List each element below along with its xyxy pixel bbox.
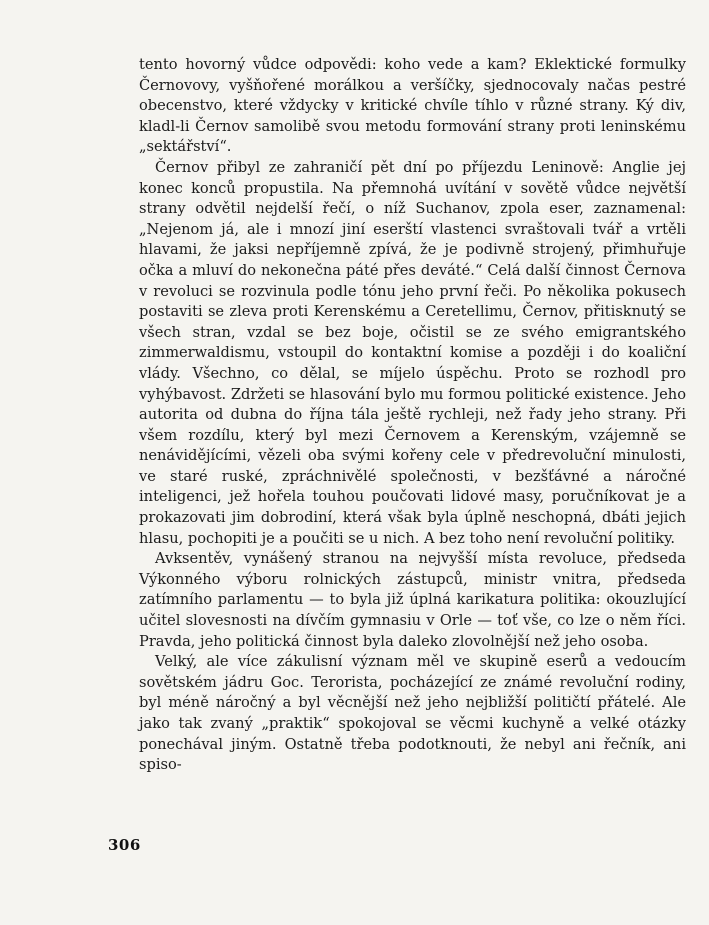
body-text — [139, 55, 686, 776]
paragraph-1: tento hovorný vůdce odpovědi: koho vede a kam? Eklektické formulky Černovovy, vyšňořené morálkou a veršíčky, sjednocovaly načas pestré obecenstvo, které vždycky v kritické chvíle tíhlo v různé strany. Ký div, kladl-li Černov samolibě svou metodu formování strany proti leninskému „sektářství“. — [139, 56, 686, 156]
paragraph-3: Avksentěv, vynášený stranou na nejvyšší místa revoluce, předseda Výkonného výboru rolnických zástupců, ministr vnitra, předseda zatímního parlamentu — to byla již úplná karikatura politika: okouzlující učitel slovesnosti na dívčím gymnasiu v Orle — toť vše, co lze o něm říci. Pravda, jeho politická činnost byla daleko zlovolnější než jeho osoba. — [139, 550, 686, 650]
paragraph-4: Velký, ale více zákulisní význam měl ve skupině eserů a vedoucím sovětském jádru Goc. Terorista, pocházející ze známé revoluční rodiny, byl méně náročný a byl věcnější než jeho nejbližší političtí přátelé. Ale jako tak zvaný „praktik“ spokojoval se věcmi kuchyně a velké otázky ponechával jiným. Ostatně třeba podotknouti, že nebyl ani řečník, ani spiso- — [139, 653, 686, 774]
paragraph-2: Černov přibyl ze zahraničí pět dní po příjezdu Leninově: Anglie jej konec konců propustila. Na přemnohá uvítání v sovětě vůdce největší strany odvětil nejdelší řečí, o níž Suchanov, zpola eser, zaznamenal: „Nejenom já, ale i mnozí jiní eserští vlastenci svraštovali tvář a vrtěli hlavami, že jaksi nepříjemně zpívá, že je podivně strojený, přimhuřuje očka a mluví do nekonečna páté přes deváté.“ Celá další činnost Černova v revoluci se rozvinula podle tónu jeho první řeči. Po několika pokusech postaviti se zleva proti Kerenskému a Ceretellimu, Černov, přitisknutý se všech stran, vzdal se bez boje, očistil se ze svého emigrantského zimmerwaldismu, vstoupil do kontaktní komise a později i do koaliční vlády. Všechno, co dělal, se míjelo úspěchu. Proto se rozhodl pro vyhýbavost. Zdržeti se hlasování bylo mu formou politické existence. Jeho autorita od dubna do října tála ještě rychleji, než řady jeho strany. Při všem rozdílu, který byl mezi Černovem a Kerenským, vzájemně se nenávidějícími, vězeli oba svými kořeny cele v předrevoluční minulosti, ve staré ruské, zpráchnivělé společnosti, v bezšťávné a náročné inteligenci, jež hořela touhou poučovati lidové masy, poručníkovat je a prokazovati jim dobrodiní, která však byla úplně neschopná, dbáti jejich hlasu, pochopiti je a poučiti se u nich. A bez toho není revoluční politiky. — [139, 158, 686, 547]
page-number: 306 — [108, 836, 141, 854]
